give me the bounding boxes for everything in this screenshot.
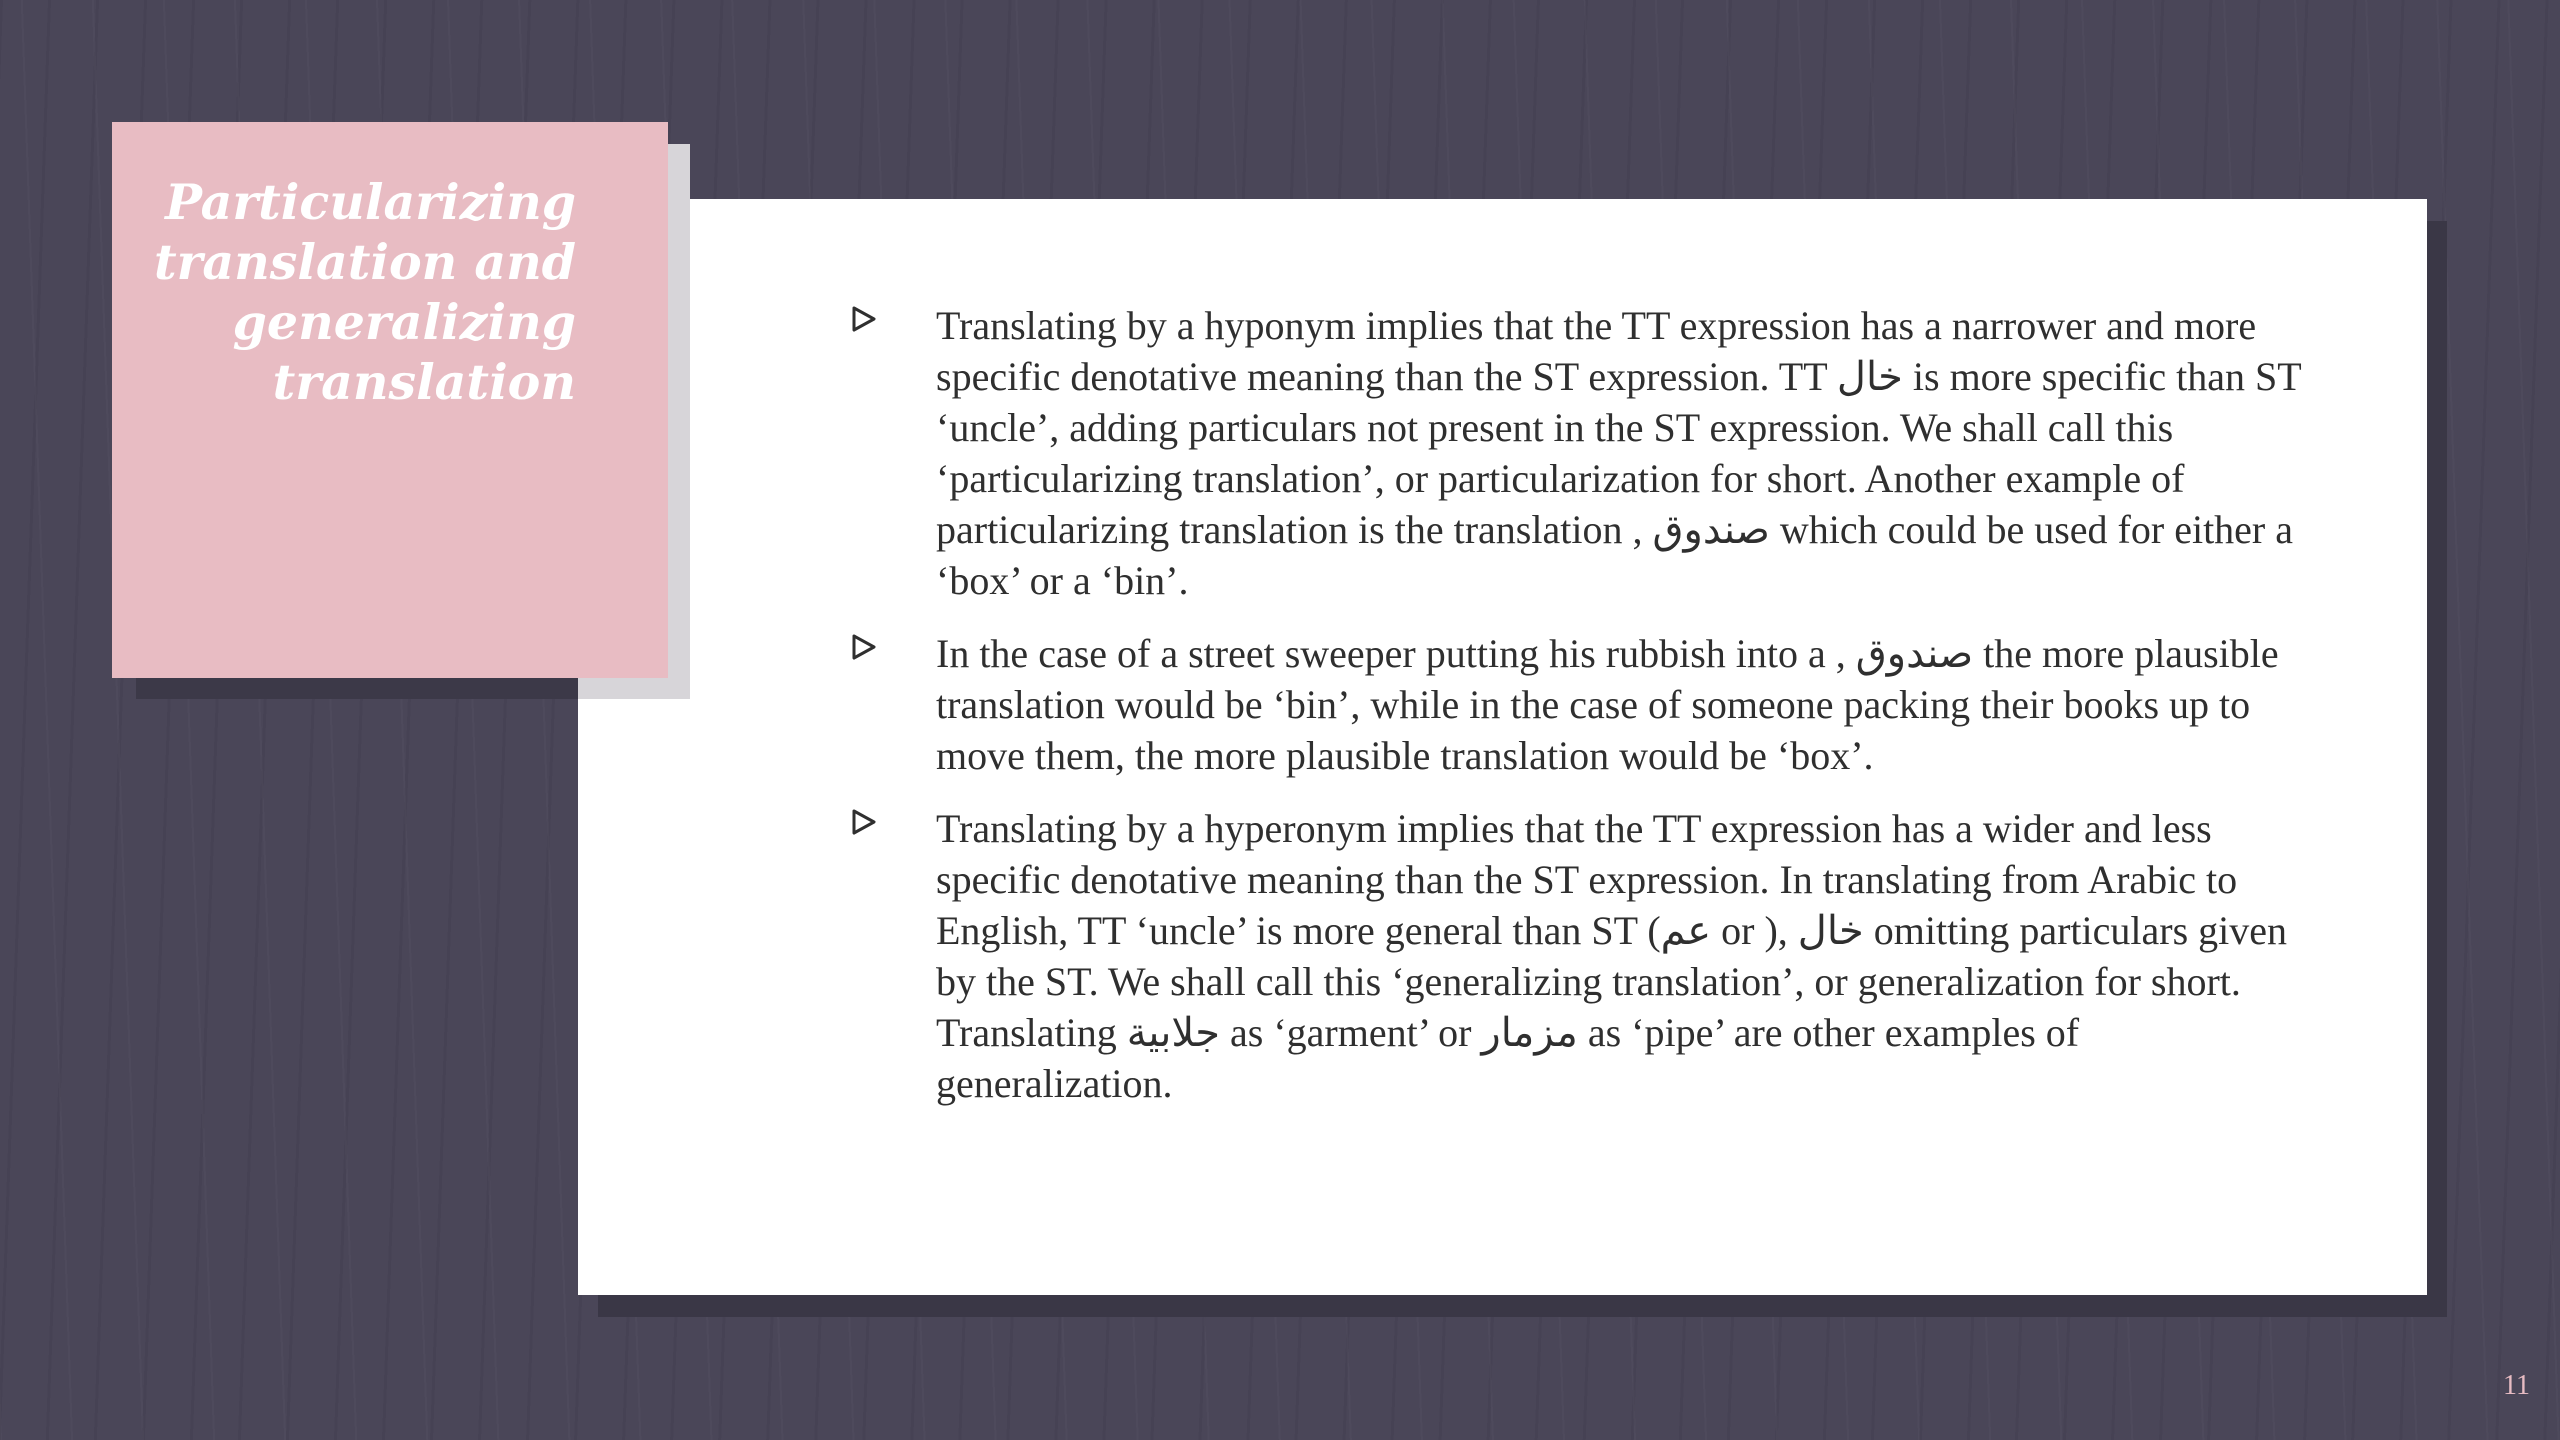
bullet-list [840,300,2310,1131]
bullet-item [840,300,2310,606]
triangle-right-outline-icon [850,632,878,662]
title-card [112,122,668,678]
bullet-text: In the case of a street sweeper putting his rubbish into a , صندوق the more plausible translation would be ‘bin’, while in the case of someone packing their books up to move them, the more plausible translation would be ‘box’. [936,631,2279,778]
bullet-item [840,803,2310,1109]
triangle-right-outline-icon [850,807,878,837]
page-number: 11 [2503,1370,2530,1401]
bullet-text: Translating by a hyperonym implies that the TT expression has a wider and less specific denotative meaning than the ST expression. In translating from Arabic to English, TT ‘uncle’ is more general than ST (عم or ), خال omitting particulars given by the ST. We shall call this ‘generalizing translation’, or generalization for short. Translating جلابية as ‘garment’ or مزمار as ‘pipe’ are other examples of generalization. [936,806,2288,1106]
bullet-text: Translating by a hyponym implies that the TT expression has a narrower and more specific denotative meaning than the ST expression. TT خال is more specific than ST ‘uncle’, adding particulars not present in the ST expression. We shall call this ‘particularizing translation’, or particularization for short. Another example of particularizing translation is the translation , صندوق which could be used for either a ‘box’ or a ‘bin’. [936,303,2301,603]
slide-title: Particularizing translation and generalizing translation [153,173,576,411]
bullet-item [840,628,2310,781]
triangle-right-outline-icon [850,304,878,334]
